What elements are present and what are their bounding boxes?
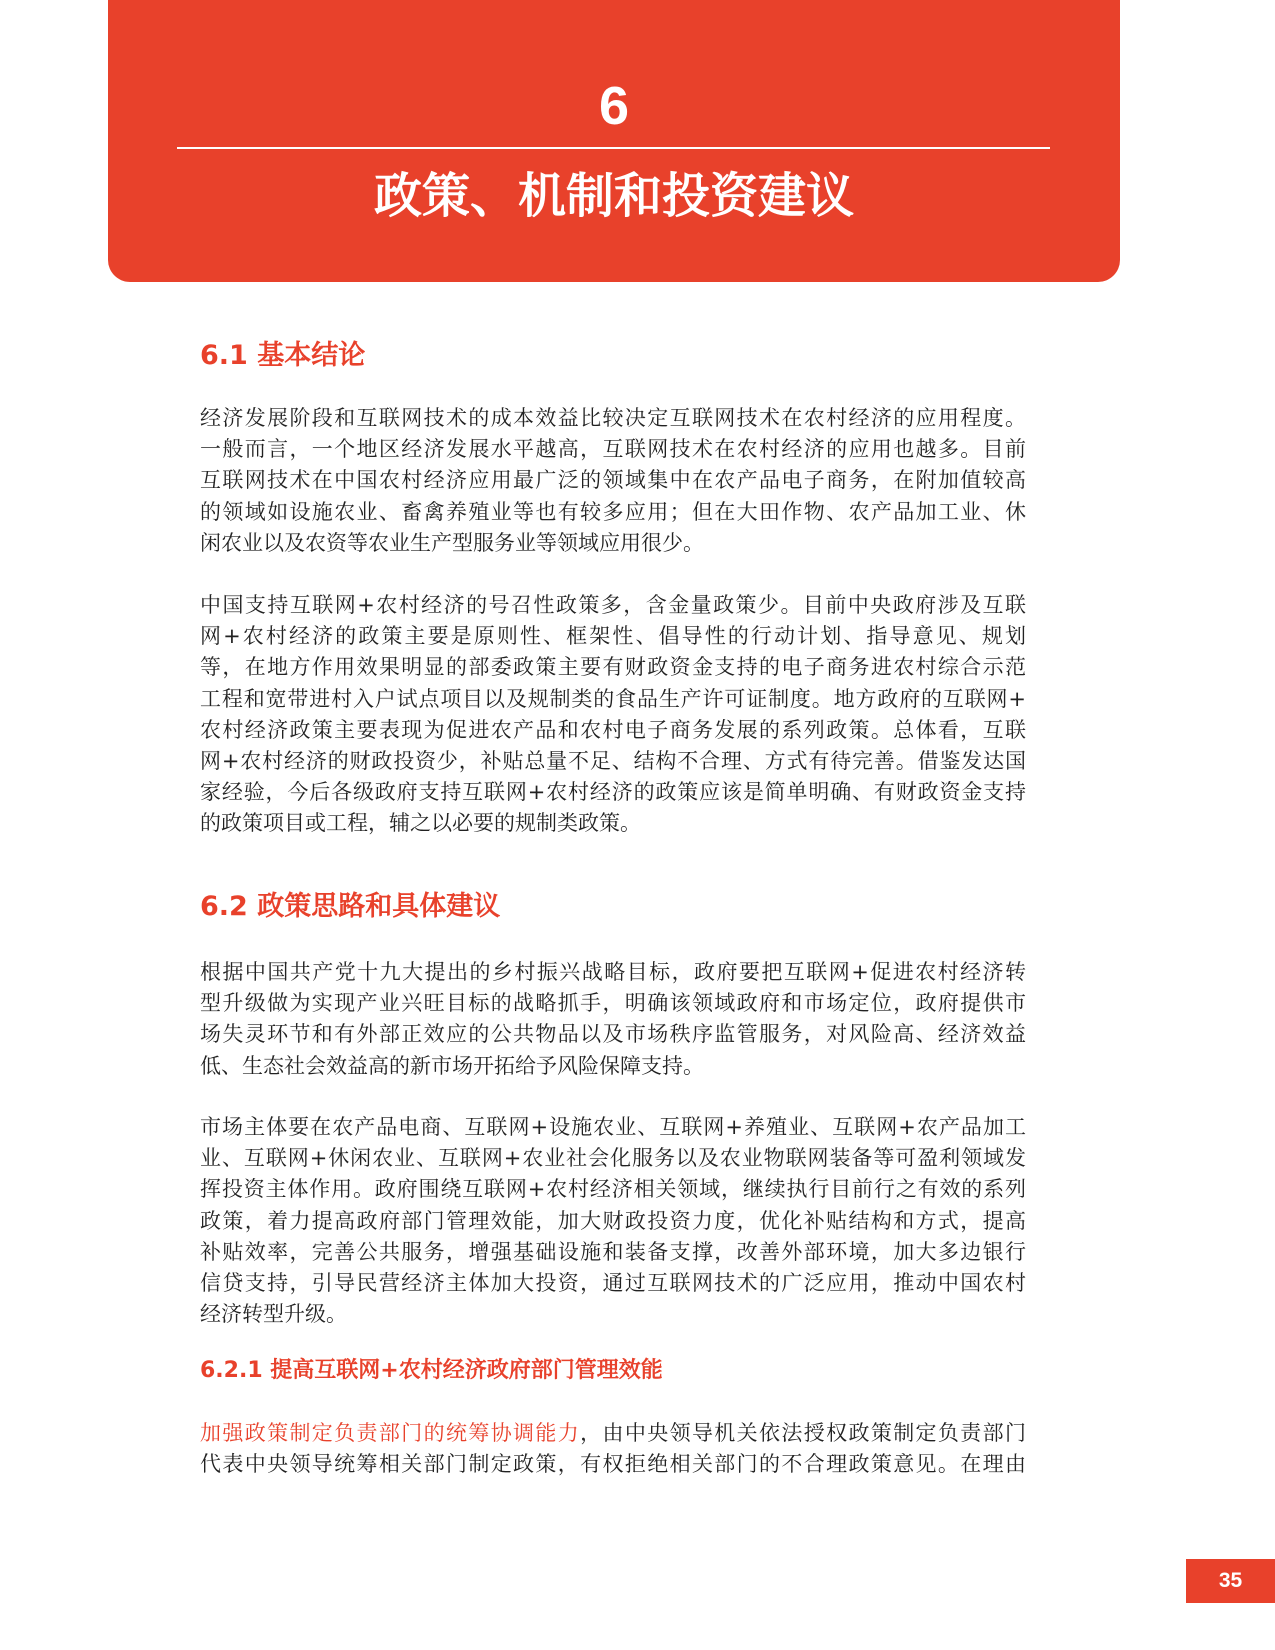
paragraph-line: 一般而言，一个地区经济发展水平越高，互联网技术在农村经济的应用也越多。目前 <box>200 437 1026 462</box>
paragraph-line: 互联网技术在中国农村经济应用最广泛的领域集中在农产品电子商务，在附加值较高 <box>200 468 1026 493</box>
paragraph-line <box>200 1418 1026 1449</box>
paragraph-line: 根据中国共产党十九大提出的乡村振兴战略目标，政府要把互联网+促进农村经济转 <box>200 960 1026 984</box>
paragraph-line: 政策，着力提高政府部门管理效能，加大财政投资力度，优化补贴结构和方式，提高 <box>200 1208 1026 1233</box>
paragraph-line: 的政策项目或工程，辅之以必要的规制类政策。 <box>200 811 641 836</box>
paragraph-line: 中国支持互联网+农村经济的号召性政策多，含金量政策少。目前中央政府涉及互联 <box>200 593 1026 617</box>
paragraph-line: 经济发展阶段和互联网技术的成本效益比较决定互联网技术在农村经济的应用程度。 <box>200 406 1026 430</box>
paragraph-3 <box>200 957 1026 1082</box>
paragraph-line: 经济转型升级。 <box>200 1302 347 1327</box>
paragraph-1 <box>200 403 1026 559</box>
paragraph-line: 网+农村经济的政策主要是原则性、框架性、倡导性的行动计划、指导意见、规划 <box>200 624 1026 649</box>
paragraph-line: 闲农业以及农资等农业生产型服务业等领域应用很少。 <box>200 530 704 555</box>
chapter-number: 6 <box>598 76 630 136</box>
paragraph-4 <box>200 1112 1026 1330</box>
paragraph-line: 业、互联网+休闲农业、互联网+农业社会化服务以及农业物联网装备等可盈利领域发 <box>200 1146 1026 1171</box>
paragraph-line: 挥投资主体作用。政府围绕互联网+农村经济相关领域，继续执行目前行之有效的系列 <box>200 1177 1026 1202</box>
chapter-divider <box>177 147 1050 149</box>
section-heading-6-1: 6.1 基本结论 <box>200 340 366 371</box>
paragraph-line: 低、生态社会效益高的新市场开拓给予风险保障支持。 <box>200 1053 704 1078</box>
paragraph-line: 工程和宽带进村入户试点项目以及规制类的食品生产许可证制度。地方政府的互联网+ <box>200 686 1026 711</box>
paragraph-2 <box>200 590 1026 840</box>
paragraph-line: 家经验，今后各级政府支持互联网+农村经济的政策应该是简单明确、有财政资金支持 <box>200 780 1026 805</box>
paragraph-line: 等，在地方作用效果明显的部委政策主要有财政资金支持的电子商务进农村综合示范 <box>200 655 1026 680</box>
highlighted-phrase: 加强政策制定负责部门的统筹协调能力 <box>200 1421 581 1445</box>
paragraph-line: 代表中央领导统筹相关部门制定政策，有权拒绝相关部门的不合理政策意见。在理由 <box>200 1452 1026 1477</box>
paragraph-line: 信贷支持，引导民营经济主体加大投资，通过互联网技术的广泛应用，推动中国农村 <box>200 1270 1026 1295</box>
page-number: 35 <box>1186 1559 1275 1603</box>
paragraph-line: 市场主体要在农产品电商、互联网+设施农业、互联网+养殖业、互联网+农产品加工 <box>200 1115 1026 1139</box>
paragraph-line: 型升级做为实现产业兴旺目标的战略抓手，明确该领域政府和市场定位，政府提供市 <box>200 991 1026 1016</box>
subsection-heading-6-2-1: 6.2.1 提高互联网+农村经济政府部门管理效能 <box>200 1358 663 1383</box>
paragraph-5 <box>200 1418 1026 1480</box>
paragraph-line: 网+农村经济的财政投资少，补贴总量不足、结构不合理、方式有待完善。借鉴发达国 <box>200 748 1026 773</box>
paragraph-line: 场失灵环节和有外部正效应的公共物品以及市场秩序监管服务，对风险高、经济效益 <box>200 1022 1026 1047</box>
section-heading-6-2: 6.2 政策思路和具体建议 <box>200 891 501 922</box>
chapter-banner <box>108 0 1120 282</box>
line-text: ，由中央领导机关依法授权政策制定负责部门 <box>580 1421 1027 1445</box>
paragraph-line: 补贴效率，完善公共服务，增强基础设施和装备支撑，改善外部环境，加大多边银行 <box>200 1239 1026 1264</box>
paragraph-line: 的领域如设施农业、畜禽养殖业等也有较多应用；但在大田作物、农产品加工业、休 <box>200 499 1026 524</box>
paragraph-line: 农村经济政策主要表现为促进农产品和农村电子商务发展的系列政策。总体看，互联 <box>200 717 1026 742</box>
chapter-title: 政策、机制和投资建议 <box>373 168 854 224</box>
